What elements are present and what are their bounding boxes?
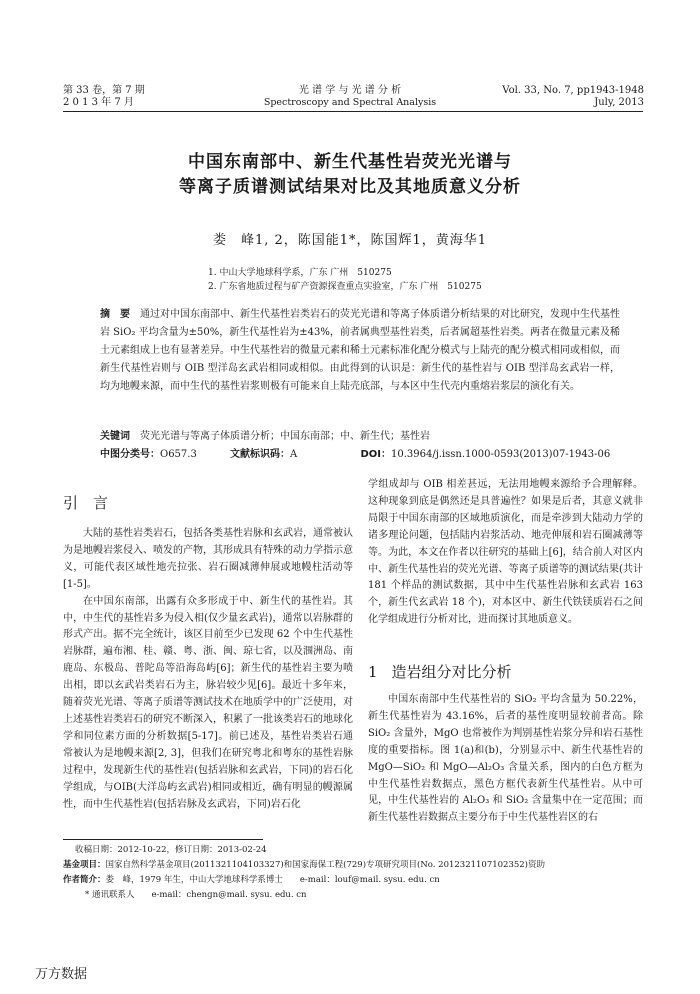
footnote-correspondence: * 通讯联系人 e-mail：chengn@mail. sysu. edu. cn bbox=[85, 890, 307, 900]
footnotes bbox=[63, 843, 643, 903]
section-1-number: 1 bbox=[368, 663, 378, 681]
intro-paragraph-continued: 学组成却与 OIB 相差甚远，无法用地幔来源给予合理解释。这种现象到底是偶然还是具普遍性？如果是后者，其意义就非局限于中国东南部的区域地质演化，而是牵涉到大陆动力学的诸多理论问题，包括陆内岩浆活动、地壳伸展和岩石圈减薄等等。为此，本文在作者以往研究的基础上[6]，结合前人对区内中、新生代基性岩的荧光光谱、等离子质谱等的测试结果(共计 181 个样品的测试数据，其中中生代基性岩脉和玄武岩 163 个，新生代玄武岩 18 个)，对本区中、新生代铁镁质岩石之间化学组成进行分析对比，进而探讨其地质意义。 bbox=[368, 479, 643, 626]
header-journal-block bbox=[200, 85, 500, 109]
title-line-1: 中国东南部中、新生代基性岩荧光光谱与 bbox=[188, 152, 512, 172]
fund-label: 基金项目： bbox=[63, 860, 106, 870]
footnote-fund bbox=[63, 858, 643, 873]
header-volume-en-block bbox=[502, 85, 644, 109]
footnote-received: 收稿日期：2012-10-22，修订日期：2013-02-24 bbox=[75, 845, 267, 855]
keywords bbox=[100, 428, 620, 446]
left-column bbox=[63, 526, 353, 813]
header-journal-en: Spectroscopy and Spectral Analysis bbox=[263, 97, 437, 108]
keywords-label: 关键词 bbox=[100, 431, 130, 442]
doi-label: DOI： bbox=[360, 449, 391, 460]
header-journal-cn: 光 谱 学 与 光 谱 分 析 bbox=[298, 85, 402, 96]
right-column-bottom bbox=[368, 692, 643, 827]
footnote-author bbox=[63, 873, 643, 888]
classification bbox=[100, 446, 620, 464]
header-volume-block bbox=[63, 85, 145, 109]
header-date-en: July, 2013 bbox=[594, 97, 644, 108]
fund-text: 国家自然科学基金项目(2011321104103327)和国家海保工程(729)专项研究项目(No. 2012321107102352)资助 bbox=[105, 860, 546, 870]
title-line-2: 等离子质谱测试结果对比及其地质意义分析 bbox=[179, 177, 521, 197]
right-column-top bbox=[368, 477, 643, 629]
footnote-rule bbox=[63, 839, 263, 840]
abstract-label: 摘 要 bbox=[100, 309, 130, 320]
wanfang-watermark: 万方数据 bbox=[35, 967, 88, 982]
header-date-cn: 2 0 1 3 年 7 月 bbox=[63, 97, 134, 108]
authors: 娄 峰1, 2，陈国能1*，陈国辉1，黄海华1 bbox=[212, 233, 488, 248]
clc-label: 中图分类号： bbox=[100, 449, 160, 460]
section-1-heading: 造岩组分对比分析 bbox=[391, 663, 512, 681]
affiliations bbox=[208, 266, 482, 294]
keywords-text: 荧光光谱与等离子体质谱分析；中国东南部；中、新生代；基性岩 bbox=[140, 431, 430, 442]
affiliation-2: 2. 广东省地质过程与矿产资源探查重点实验室，广东 广州 510275 bbox=[208, 282, 482, 292]
section-1-title bbox=[368, 661, 512, 682]
author-info-text: 娄 峰，1979 年生，中山大学地球科学系博士 e-mail：louf@mail. sysu. edu. cn bbox=[105, 875, 440, 885]
header-volume-cn: 第 33 卷，第 7 期 bbox=[63, 85, 145, 96]
author-info-label: 作者简介： bbox=[63, 875, 106, 885]
intro-paragraph-1: 大陆的基性岩类岩石，包括各类基性岩脉和玄武岩，通常被认为是地幔岩浆侵入、喷发的产物，其形成具有特殊的动力学指示意义，可能代表区域性地壳拉张、岩石圈减薄伸展或地幔柱活动等[1-5]。 bbox=[63, 528, 353, 590]
intro-paragraph-2: 在中国东南部，出露有众多形成于中、新生代的基性岩。其中，中生代的基性岩多为侵入相(仅少量玄武岩)，通常以岩脉群的形式产出。据不完全统计，该区目前至少已发现 62 个中生代基性岩脉群，遍布湘、桂、赣、粤、浙、闽、琼七省，以及涠洲岛、南鹿岛、东极岛、普陀岛等沿海岛屿[6]；新生代的基性岩主要为喷出相，即以玄武岩类岩石为主，脉岩较少见[6]。最近十多年来，随着荧光光谱、等离子质谱等测试技术在地质学中的广泛使用，对上述基性岩类岩石的研究不断深入，积累了一批该类岩石的地球化学和同位素方面的分析数据[5-17]。前已述及，基性岩类岩石通常被认为是地幔来源[2, 3]，但我们在研究粤北和粤东的基性岩脉过程中，发现新生代的基性岩(包括岩脉和玄武岩，下同)的岩石化学组成，与OIB(大洋岛屿玄武岩)相同或相近，确有明显的幔源属性，而中生代基性岩(包括岩脉及玄武岩，下同)岩石化 bbox=[63, 595, 353, 810]
header-rule bbox=[63, 111, 643, 112]
header-volume-en: Vol. 33, No. 7, pp1943-1948 bbox=[502, 85, 644, 96]
doc-code-value: A bbox=[290, 449, 298, 460]
abstract-text: 通过对中国东南部中、新生代基性岩类岩石的荧光光谱和等离子体质谱分析结果的对比研究，发现中生代基性岩 SiO₂ 平均含量为±50%，新生代基性岩为±43%，前者属典型基性岩类，后者属超基性岩类。两者在微量元素及稀土元素组成上也有显著差异。中生代基性岩的微量元素和稀土元素标准化配分模式与上陆壳的配分模式相同或相似，而新生代基性岩则与 OIB 型洋岛玄武岩相同或相似。由此得到的认识是：新生代的基性岩与 OIB 型洋岛玄武岩一样，均为地幔来源，而中生代的基性岩浆则极有可能来自上陆壳底部，与本区中生代壳内重熔岩浆层的演化有关。 bbox=[100, 309, 620, 392]
affiliation-1: 1. 中山大学地球科学系，广东 广州 510275 bbox=[208, 268, 392, 278]
section-1-paragraph: 中国东南部中生代基性岩的 SiO₂ 平均含量为 50.22%，新生代基性岩为 43.16%，后者的基性度明显较前者高。除 SiO₂ 含量外，MgO 也常被作为判别基性岩浆分异和岩石基性度的重要指标。图 1(a)和(b)，分别显示中、新生代基性岩的 MgO—SiO₂ 和 MgO—Al₂O₃ 含量关系，图内的白色方框为中生代基性岩数据点，黑色方框代表新生代基性岩。从中可见，中生代基性岩的 Al₂O₃ 和 SiO₂ 含量集中在一定范围；而新生代基性岩数据点主要分布于中生代基性岩区的右 bbox=[368, 694, 643, 824]
paper-title bbox=[60, 150, 640, 200]
clc-value: O657.3 bbox=[160, 449, 197, 460]
section-intro-title: 引 言 bbox=[63, 494, 109, 512]
doi-value: 10.3964/j.issn.1000-0593(2013)07-1943-06 bbox=[390, 449, 611, 460]
abstract bbox=[100, 306, 620, 396]
doc-code-label: 文献标识码： bbox=[230, 449, 291, 460]
